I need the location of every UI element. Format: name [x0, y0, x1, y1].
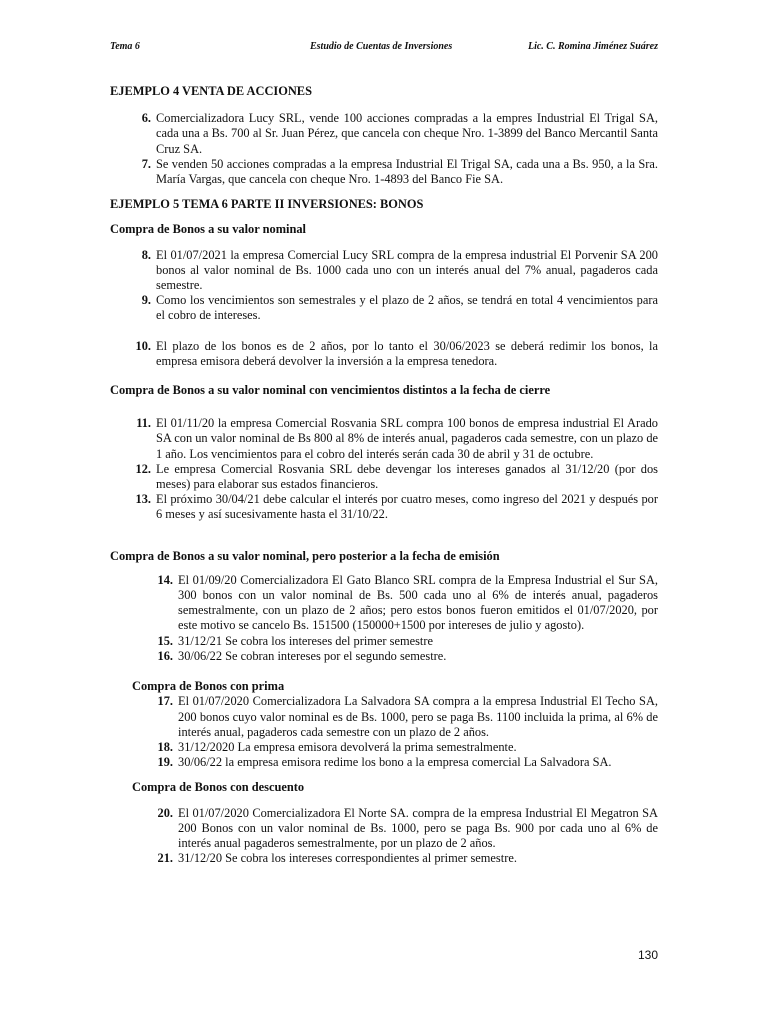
list-item — [132, 851, 658, 866]
list-descuento — [132, 806, 658, 867]
header-title: Estudio de Cuentas de Inversiones — [310, 41, 453, 52]
list-item — [110, 462, 658, 492]
section-title-prima: Compra de Bonos con prima — [132, 679, 285, 694]
item-number: 18. — [157, 739, 173, 754]
list-item — [110, 416, 658, 462]
item-number: 8. — [141, 247, 151, 262]
list-item — [132, 806, 658, 852]
list-valor-nominal-redencion — [110, 339, 658, 369]
list-prima — [132, 694, 658, 770]
list-item — [110, 111, 658, 157]
item-number: 6. — [141, 111, 151, 126]
section-title-ejemplo-5: EJEMPLO 5 TEMA 6 PARTE II INVERSIONES: BONOS — [110, 197, 424, 212]
section-title-posterior-emision: Compra de Bonos a su valor nominal, pero posterior a la fecha de emisión — [110, 548, 500, 563]
item-text: 31/12/2020 La empresa emisora devolverá la prima semestralmente. — [178, 739, 517, 754]
section-title-ejemplo-4: EJEMPLO 4 VENTA DE ACCIONES — [110, 84, 312, 98]
header-author: Lic. C. Romina Jiménez Suárez — [527, 41, 658, 52]
item-number: 13. — [135, 492, 151, 507]
item-number: 14. — [157, 572, 173, 587]
list-vencimientos-distintos — [110, 416, 658, 522]
list-item — [132, 649, 658, 664]
item-number: 9. — [141, 293, 151, 308]
list-item — [132, 755, 658, 770]
list-item — [132, 740, 658, 755]
header-topic: Tema 6 — [110, 41, 140, 52]
item-number: 11. — [136, 416, 151, 431]
section-title-valor-nominal: Compra de Bonos a su valor nominal — [110, 222, 306, 237]
item-text: El 01/07/2020 Comercializadora El Norte SA. compra de la empresa Industrial El Megatron SA 200 Bonos con un valor nominal de Bs. 1000, pero se paga Bs. 900 por cada uno al 6% de interés anual pagaderos semestralmente, por un plazo de 2 años. — [178, 805, 658, 850]
item-text: El próximo 30/04/21 debe calcular el interés por cuatro meses, como ingreso del 2021 y después por 6 meses y así sucesivamente hasta el 31/10/22. — [156, 492, 658, 522]
list-item — [132, 694, 658, 740]
list-item — [110, 293, 658, 323]
item-text: El 01/07/2021 la empresa Comercial Lucy SRL compra de la empresa industrial El Porvenir SA 200 bonos al valor nominal de Bs. 1000 cada uno con un interés anual del 7% anual, pagaderos cada semestre. — [156, 247, 658, 293]
item-number: 12. — [135, 461, 151, 476]
item-number: 21. — [157, 851, 173, 866]
item-text: El 01/07/2020 Comercializadora La Salvadora SA compra a la empresa Industrial El Techo SA, 200 bonos cuyo valor nominal es de Bs. 1000, pero se paga Bs. 1100 incluida la prima, al 6% de interés anual, pagaderos cada semestre con un plazo de 2 años. — [178, 694, 658, 739]
section-title-vencimientos-distintos: Compra de Bonos a su valor nominal con vencimientos distintos a la fecha de cierre — [110, 383, 551, 398]
item-number: 17. — [157, 694, 173, 709]
item-text: 30/06/22 Se cobran intereses por el segundo semestre. — [178, 648, 447, 663]
list-item — [110, 339, 658, 369]
page-number: 130 — [637, 948, 658, 962]
list-item — [110, 492, 658, 522]
item-number: 7. — [141, 156, 151, 171]
list-item — [110, 157, 658, 187]
list-item — [132, 573, 658, 634]
item-text: 30/06/22 la empresa emisora redime los bono a la empresa comercial La Salvadora SA. — [178, 755, 612, 770]
item-text: Le empresa Comercial Rosvania SRL debe devengar los intereses ganados al 31/12/20 (por dos meses) para elaborar sus estados financieros. — [156, 461, 658, 492]
item-text: Se venden 50 acciones compradas a la empresa Industrial El Trigal SA, cada una a Bs. 950, a la Sra. María Vargas, que cancela con cheque Nro. 1-4893 del Banco Fie SA. — [156, 156, 658, 187]
item-number: 19. — [157, 755, 173, 770]
document-body — [110, 84, 658, 866]
item-number: 16. — [157, 648, 173, 663]
item-text: El 01/11/20 la empresa Comercial Rosvania SRL compra 100 bonos de empresa industrial El Arado SA con un valor nominal de Bs 800 al 8% de interés anual, pagaderos cada semestre, con un plazo de 1 año. Los vencimientos para el cobro del interés serán cada 30 de abril y 31 de octubre. — [156, 416, 659, 461]
item-number: 10. — [135, 338, 151, 353]
item-text: 31/12/20 Se cobra los intereses correspondientes al primer semestre. — [178, 851, 517, 866]
item-text: Comercializadora Lucy SRL, vende 100 acciones compradas a la empres Industrial El Trigal SA, cada una a Bs. 700 al Sr. Juan Pérez, que cancela con cheque Nro. 1-3899 del Banco Mercantil Santa Cruz SA. — [156, 111, 658, 156]
item-text: 31/12/21 Se cobra los intereses del primer semestre — [178, 633, 433, 648]
section-title-descuento: Compra de Bonos con descuento — [132, 780, 305, 795]
list-item — [132, 634, 658, 649]
page-header — [110, 41, 658, 57]
list-item — [110, 248, 658, 294]
list-ejemplo-4 — [110, 111, 658, 187]
list-valor-nominal — [110, 248, 658, 324]
item-number: 15. — [157, 633, 173, 648]
item-text: Como los vencimientos son semestrales y el plazo de 2 años, se tendrá en total 4 vencimientos para el cobro de intereses. — [156, 293, 658, 323]
item-text: El plazo de los bonos es de 2 años, por lo tanto el 30/06/2023 se deberá redimir los bonos, la empresa emisora deberá devolver la inversión a la empresa tenedora. — [156, 338, 658, 368]
item-number: 20. — [157, 805, 173, 820]
item-text: El 01/09/20 Comercializadora El Gato Blanco SRL compra de la Empresa Industrial el Sur SA, 300 bonos con un valor nominal de Bs. 500 cada uno al 6% de interés anual, pagaderos semestralmente, con un plazo de 2 años; pero estos bonos fueron emitidos el 01/07/2020, por este motivo se cancelo Bs. 151500 (150000+1500 por intereses de julio y agosto). — [178, 572, 658, 633]
list-posterior-emision — [132, 573, 658, 664]
